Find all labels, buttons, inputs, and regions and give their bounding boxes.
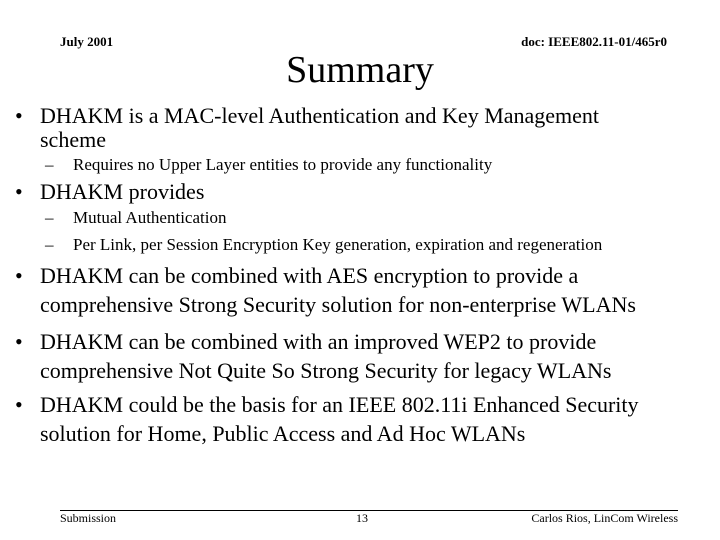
dash-marker: – [45,155,54,174]
dash-marker: – [45,235,54,254]
bullet-dot: • [15,392,23,417]
bullet-2-line1: DHAKM provides [40,179,205,204]
sub-bullet-1-text: Requires no Upper Layer entities to provide any functionality [73,155,493,174]
bullet-dot: • [15,103,23,128]
dash-marker: – [45,208,54,227]
bullet-5-line1: DHAKM could be the basis for an IEEE 802.11i Enhanced Security [40,392,639,417]
bullet-dot: • [15,179,23,204]
bullet-1-line2: scheme [40,127,106,152]
bullet-4-line2: comprehensive Not Quite So Strong Security for legacy WLANs [40,358,612,383]
bullet-3-line1: DHAKM can be combined with AES encryption to provide a [40,263,579,288]
footer-page-number: 13 [356,511,368,525]
sub-bullet-3-text: Per Link, per Session Encryption Key generation, expiration and regeneration [73,235,603,254]
bullet-dot: • [15,263,23,288]
bullet-5-line2: solution for Home, Public Access and Ad Hoc WLANs [40,421,526,446]
slide-title: Summary [286,49,434,91]
bullet-1-line1: DHAKM is a MAC-level Authentication and Key Management [40,103,600,128]
bullet-3-line2: comprehensive Strong Security solution for non-enterprise WLANs [40,292,636,317]
sub-bullet-2-text: Mutual Authentication [73,208,227,227]
bullet-4-line1: DHAKM can be combined with an improved WEP2 to provide [40,329,597,354]
footer-author: Carlos Rios, LinCom Wireless [531,511,678,525]
header-date: July 2001 [60,34,114,49]
header-doc-id: doc: IEEE802.11-01/465r0 [521,34,667,49]
bullet-dot: • [15,329,23,354]
footer-submission: Submission [60,511,117,525]
